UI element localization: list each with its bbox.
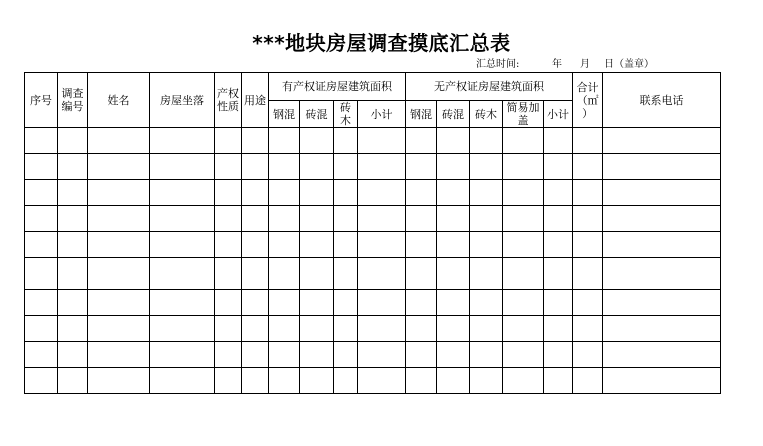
table-cell[interactable]: [58, 206, 88, 232]
table-cell[interactable]: [269, 342, 300, 368]
table-cell[interactable]: [334, 290, 358, 316]
table-cell[interactable]: [58, 290, 88, 316]
table-cell[interactable]: [242, 232, 269, 258]
table-cell[interactable]: [573, 258, 603, 290]
header-with-cert-brick-wood-line1: 砖: [340, 101, 351, 114]
table-cell[interactable]: [300, 290, 334, 316]
table-cell[interactable]: [470, 154, 503, 180]
table-cell[interactable]: [25, 128, 58, 154]
table-cell[interactable]: [300, 154, 334, 180]
table-cell[interactable]: [406, 342, 437, 368]
table-cell[interactable]: [215, 154, 242, 180]
table-cell[interactable]: [215, 290, 242, 316]
table-cell[interactable]: [242, 180, 269, 206]
table-cell[interactable]: [603, 232, 721, 258]
table-cell[interactable]: [503, 180, 544, 206]
table-cell[interactable]: [503, 154, 544, 180]
header-without-cert-simple-addition-line1: 简易加: [506, 101, 540, 114]
table-cell[interactable]: [150, 316, 215, 342]
table-cell[interactable]: [470, 316, 503, 342]
header-seq: 序号: [25, 73, 58, 128]
header-with-cert-brick-wood-line2: 木: [340, 114, 351, 127]
header-without-cert-subtotal: 小计: [544, 101, 573, 128]
table-cell[interactable]: [88, 154, 150, 180]
header-with-cert-subtotal: 小计: [358, 101, 406, 128]
header-total: [573, 73, 603, 128]
table-cell[interactable]: [406, 206, 437, 232]
table-cell[interactable]: [300, 258, 334, 290]
table-cell[interactable]: [88, 206, 150, 232]
table-cell[interactable]: [406, 316, 437, 342]
table-cell[interactable]: [406, 258, 437, 290]
table-cell[interactable]: [603, 258, 721, 290]
table-cell[interactable]: [503, 290, 544, 316]
table-cell[interactable]: [150, 180, 215, 206]
table-cell[interactable]: [334, 128, 358, 154]
table-cell[interactable]: [544, 290, 573, 316]
table-cell[interactable]: [88, 258, 150, 290]
table-row: [25, 154, 721, 180]
table-cell[interactable]: [358, 128, 406, 154]
table-cell[interactable]: [25, 368, 58, 394]
table-cell[interactable]: [300, 128, 334, 154]
header-name: 姓名: [88, 73, 150, 128]
table-cell[interactable]: [358, 368, 406, 394]
table-cell[interactable]: [573, 206, 603, 232]
table-cell[interactable]: [437, 180, 470, 206]
table-cell[interactable]: [25, 206, 58, 232]
table-cell[interactable]: [334, 368, 358, 394]
table-cell[interactable]: [150, 154, 215, 180]
table-cell[interactable]: [269, 128, 300, 154]
table-cell[interactable]: [215, 206, 242, 232]
table-cell[interactable]: [300, 232, 334, 258]
table-cell[interactable]: [58, 128, 88, 154]
table-cell[interactable]: [573, 342, 603, 368]
table-cell[interactable]: [437, 128, 470, 154]
table-cell[interactable]: [88, 290, 150, 316]
table-cell[interactable]: [603, 290, 721, 316]
table-cell[interactable]: [503, 258, 544, 290]
table-cell[interactable]: [358, 316, 406, 342]
table-cell[interactable]: [573, 290, 603, 316]
table-cell[interactable]: [88, 342, 150, 368]
table-row: [25, 180, 721, 206]
table-cell[interactable]: [25, 342, 58, 368]
table-cell[interactable]: [470, 258, 503, 290]
table-cell[interactable]: [437, 154, 470, 180]
header-with-cert-brick-concrete: 砖混: [300, 101, 334, 128]
summary-time-label: 汇总时间:: [476, 59, 520, 70]
table-cell[interactable]: [242, 258, 269, 290]
table-cell[interactable]: [603, 154, 721, 180]
table-cell[interactable]: [544, 232, 573, 258]
table-cell[interactable]: [215, 180, 242, 206]
header-with-cert-steel-concrete: 钢混: [269, 101, 300, 128]
header-without-cert-simple-addition: [503, 101, 544, 128]
table-cell[interactable]: [150, 206, 215, 232]
table-cell[interactable]: [437, 290, 470, 316]
table-cell[interactable]: [544, 206, 573, 232]
header-survey-no: [58, 73, 88, 128]
header-property-type-line2: 性质: [217, 100, 239, 113]
table-cell[interactable]: [406, 128, 437, 154]
table-cell[interactable]: [58, 258, 88, 290]
header-property-type: [215, 73, 242, 128]
table-cell[interactable]: [406, 232, 437, 258]
table-cell[interactable]: [25, 232, 58, 258]
table-cell[interactable]: [544, 180, 573, 206]
table-cell[interactable]: [215, 232, 242, 258]
table-cell[interactable]: [437, 368, 470, 394]
table-cell[interactable]: [573, 316, 603, 342]
table-cell[interactable]: [573, 232, 603, 258]
table-cell[interactable]: [406, 368, 437, 394]
table-cell[interactable]: [358, 180, 406, 206]
header-with-cert-brick-wood: [334, 101, 358, 128]
table-cell[interactable]: [358, 206, 406, 232]
table-cell[interactable]: [334, 342, 358, 368]
table-cell[interactable]: [334, 232, 358, 258]
header-location: 房屋坐落: [150, 73, 215, 128]
table-cell[interactable]: [544, 258, 573, 290]
table-cell[interactable]: [25, 154, 58, 180]
table-cell[interactable]: [406, 180, 437, 206]
table-cell[interactable]: [215, 258, 242, 290]
table-cell[interactable]: [88, 128, 150, 154]
table-cell[interactable]: [300, 368, 334, 394]
table-cell[interactable]: [437, 206, 470, 232]
table-cell[interactable]: [58, 232, 88, 258]
table-cell[interactable]: [503, 232, 544, 258]
summary-year: 年: [552, 59, 562, 70]
header-total-line2: （㎡: [576, 93, 599, 107]
table-cell[interactable]: [269, 206, 300, 232]
header-usage: 用途: [242, 73, 269, 128]
table-cell[interactable]: [269, 316, 300, 342]
summary-day-seal: 日（盖章）: [604, 59, 654, 70]
table-cell[interactable]: [88, 316, 150, 342]
table-cell[interactable]: [88, 180, 150, 206]
summary-month: 月: [580, 59, 590, 70]
table-row: [25, 258, 721, 290]
table-cell[interactable]: [603, 180, 721, 206]
table-cell[interactable]: [437, 316, 470, 342]
table-cell[interactable]: [242, 368, 269, 394]
table-cell[interactable]: [358, 154, 406, 180]
table-cell[interactable]: [544, 154, 573, 180]
table-cell[interactable]: [88, 232, 150, 258]
table-cell[interactable]: [58, 316, 88, 342]
table-cell[interactable]: [242, 342, 269, 368]
table-cell[interactable]: [334, 180, 358, 206]
table-cell[interactable]: [215, 342, 242, 368]
table-cell[interactable]: [573, 180, 603, 206]
table-cell[interactable]: [573, 128, 603, 154]
table-cell[interactable]: [242, 128, 269, 154]
table-cell[interactable]: [358, 232, 406, 258]
table-cell[interactable]: [242, 316, 269, 342]
table-cell[interactable]: [300, 342, 334, 368]
table-cell[interactable]: [269, 368, 300, 394]
table-row: [25, 290, 721, 316]
table-cell[interactable]: [58, 368, 88, 394]
table-cell[interactable]: [437, 258, 470, 290]
table-cell[interactable]: [88, 368, 150, 394]
table-cell[interactable]: [25, 316, 58, 342]
table-cell[interactable]: [603, 368, 721, 394]
header-without-cert-brick-wood: 砖木: [470, 101, 503, 128]
table-cell[interactable]: [300, 316, 334, 342]
table-cell[interactable]: [150, 232, 215, 258]
table-cell[interactable]: [215, 128, 242, 154]
table-cell[interactable]: [358, 290, 406, 316]
table-cell[interactable]: [437, 232, 470, 258]
table-cell[interactable]: [334, 316, 358, 342]
table-cell[interactable]: [269, 180, 300, 206]
table-row: [25, 316, 721, 342]
table-cell[interactable]: [242, 206, 269, 232]
table-cell[interactable]: [437, 342, 470, 368]
table-cell[interactable]: [150, 342, 215, 368]
page-title: ***地块房屋调查摸底汇总表: [252, 31, 511, 55]
table-cell[interactable]: [150, 290, 215, 316]
header-survey-no-line1: 调查: [61, 87, 84, 100]
summary-table: [24, 72, 721, 394]
header-property-type-line1: 产权: [217, 87, 239, 100]
table-row: [25, 368, 721, 394]
table-cell[interactable]: [503, 128, 544, 154]
table-cell[interactable]: [470, 180, 503, 206]
table-cell[interactable]: [358, 258, 406, 290]
table-cell[interactable]: [215, 368, 242, 394]
table-cell[interactable]: [58, 154, 88, 180]
table-row: [25, 342, 721, 368]
header-total-line3: ）: [582, 106, 594, 120]
table-cell[interactable]: [470, 232, 503, 258]
table-row: [25, 232, 721, 258]
table-cell[interactable]: [503, 206, 544, 232]
table-cell[interactable]: [215, 316, 242, 342]
table-cell[interactable]: [58, 180, 88, 206]
header-without-cert-simple-addition-line2: 盖: [517, 114, 529, 127]
table-cell[interactable]: [334, 258, 358, 290]
table-cell[interactable]: [269, 290, 300, 316]
table-cell[interactable]: [25, 290, 58, 316]
table-cell[interactable]: [573, 368, 603, 394]
table-cell[interactable]: [406, 290, 437, 316]
header-total-line1: 合计: [576, 80, 599, 94]
table-cell[interactable]: [300, 180, 334, 206]
table-cell[interactable]: [358, 342, 406, 368]
table-row: [25, 128, 721, 154]
header-phone: 联系电话: [603, 73, 721, 128]
table-row: [25, 206, 721, 232]
table-cell[interactable]: [544, 316, 573, 342]
table-cell[interactable]: [242, 154, 269, 180]
table-cell[interactable]: [470, 290, 503, 316]
table-cell[interactable]: [603, 206, 721, 232]
header-survey-no-line2: 编号: [61, 100, 84, 113]
table-cell[interactable]: [269, 232, 300, 258]
table-cell[interactable]: [334, 154, 358, 180]
table-cell[interactable]: [300, 206, 334, 232]
table-cell[interactable]: [603, 342, 721, 368]
table-cell[interactable]: [573, 154, 603, 180]
table-cell[interactable]: [150, 368, 215, 394]
table-cell[interactable]: [503, 342, 544, 368]
table-cell[interactable]: [470, 206, 503, 232]
header-without-cert: 无产权证房屋建筑面积: [406, 73, 573, 101]
table-cell[interactable]: [544, 342, 573, 368]
table-cell[interactable]: [150, 128, 215, 154]
header-without-cert-brick-concrete: 砖混: [437, 101, 470, 128]
table-cell[interactable]: [603, 316, 721, 342]
header-without-cert-steel-concrete: 钢混: [406, 101, 437, 128]
header-with-cert: 有产权证房屋建筑面积: [269, 73, 406, 101]
table-cell[interactable]: [470, 342, 503, 368]
table-cell[interactable]: [150, 258, 215, 290]
table-cell[interactable]: [544, 368, 573, 394]
table-cell[interactable]: [269, 154, 300, 180]
table-cell[interactable]: [406, 154, 437, 180]
table-cell[interactable]: [25, 258, 58, 290]
table-cell[interactable]: [470, 128, 503, 154]
table-cell[interactable]: [58, 342, 88, 368]
table-cell[interactable]: [544, 128, 573, 154]
table-cell[interactable]: [269, 258, 300, 290]
table-cell[interactable]: [334, 206, 358, 232]
table-cell[interactable]: [25, 180, 58, 206]
table-cell[interactable]: [603, 128, 721, 154]
table-cell[interactable]: [470, 368, 503, 394]
table-cell[interactable]: [503, 368, 544, 394]
table-cell[interactable]: [242, 290, 269, 316]
table-cell[interactable]: [503, 316, 544, 342]
